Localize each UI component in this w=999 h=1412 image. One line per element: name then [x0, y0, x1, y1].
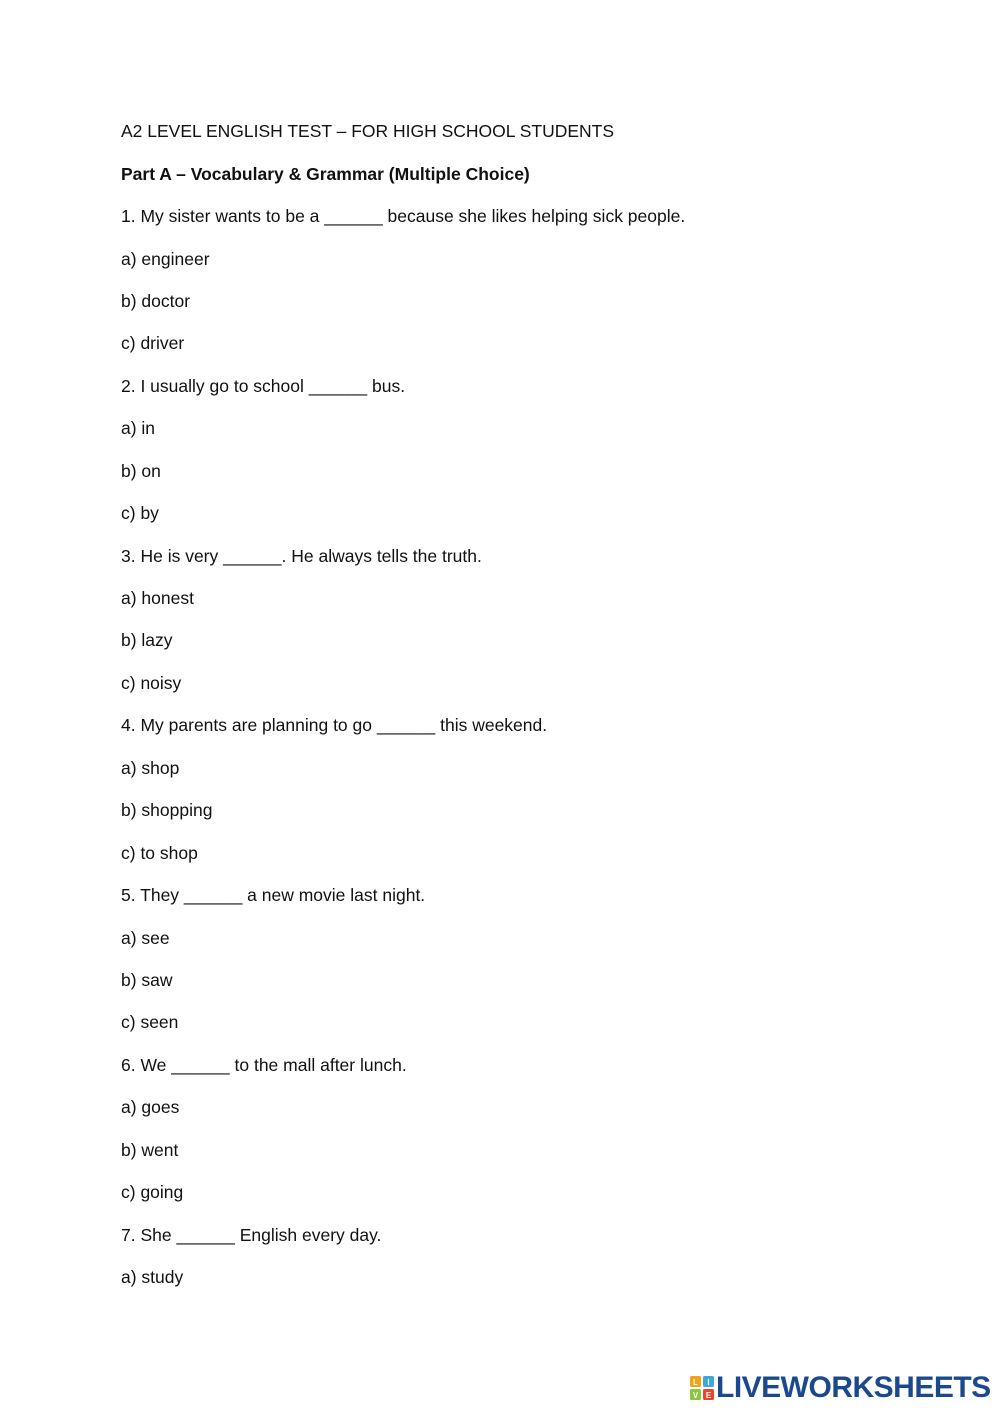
- question-2-option-b: b) on: [121, 461, 161, 481]
- question-5-prompt: 5. They ______ a new movie last night.: [121, 885, 426, 905]
- liveworksheets-wordmark: LIVEWORKSHEETS: [716, 1371, 991, 1404]
- question-3-option-a: a) honest: [121, 588, 194, 608]
- question-3-prompt: 3. He is very ______. He always tells the truth.: [121, 546, 482, 566]
- logo-letter-l: L: [693, 1378, 698, 1387]
- question-1-prompt: 1. My sister wants to be a ______ because she likes helping sick people.: [121, 206, 686, 226]
- question-6-option-a: a) goes: [121, 1097, 180, 1117]
- question-5-option-c: c) seen: [121, 1012, 179, 1032]
- question-7-prompt: 7. She ______ English every day.: [121, 1225, 382, 1245]
- question-6-option-c: c) going: [121, 1182, 184, 1202]
- question-6-option-b: b) went: [121, 1140, 179, 1160]
- logo-letter-v: V: [692, 1391, 699, 1400]
- question-1-option-c: c) driver: [121, 333, 185, 353]
- question-4-prompt: 4. My parents are planning to go ______ this weekend.: [121, 715, 548, 735]
- logo-letter-e: E: [705, 1391, 712, 1400]
- question-2-option-a: a) in: [121, 418, 156, 438]
- question-6-prompt: 6. We ______ to the mall after lunch.: [121, 1055, 407, 1075]
- question-7-option-a: a) study: [121, 1267, 184, 1287]
- document-title: A2 LEVEL ENGLISH TEST – FOR HIGH SCHOOL STUDENTS: [121, 121, 615, 141]
- question-3-option-b: b) lazy: [121, 630, 173, 650]
- question-4-option-b: b) shopping: [121, 800, 213, 820]
- liveworksheets-logo-icon: [690, 1376, 714, 1400]
- question-5-option-a: a) see: [121, 928, 170, 948]
- question-5-option-b: b) saw: [121, 970, 173, 990]
- question-2-prompt: 2. I usually go to school ______ bus.: [121, 376, 406, 396]
- question-4-option-c: c) to shop: [121, 843, 198, 863]
- question-4-option-a: a) shop: [121, 758, 180, 778]
- question-2-option-c: c) by: [121, 503, 159, 523]
- logo-letter-i: I: [707, 1378, 710, 1387]
- liveworksheets-brand[interactable]: [690, 1372, 991, 1404]
- question-1-option-b: b) doctor: [121, 291, 191, 311]
- part-a-heading: Part A – Vocabulary & Grammar (Multiple Choice): [121, 164, 530, 184]
- question-3-option-c: c) noisy: [121, 673, 182, 693]
- question-1-option-a: a) engineer: [121, 249, 210, 269]
